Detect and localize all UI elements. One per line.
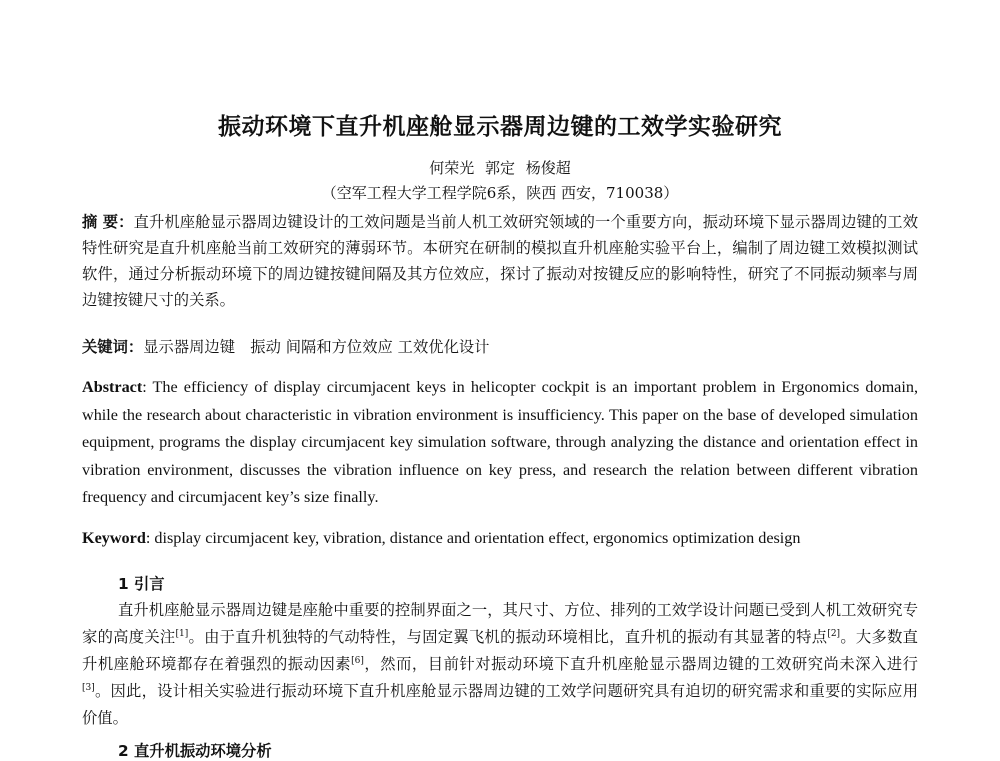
intro-text-part: 直升机座舱显示器周边键是座舱中重要的控制界面之一，其尺寸、方位、排列的工效学设计问题已受到人机工效研究专家的高度关注 [82,601,918,646]
affiliation: （空军工程大学工程学院6系，陕西 西安，710038） [321,184,679,202]
english-abstract-label: Abstract [82,378,143,396]
section-heading-vibration-analysis: 2 直升机振动环境分析 [118,742,272,760]
english-keywords-label: Keyword [82,529,146,547]
author-list: 何荣光 郭定 杨俊超 [429,159,571,177]
introduction-paragraph [82,597,918,732]
citation-ref: [6] [351,656,364,666]
intro-text-part: 。大多数直升机座舱环境都存在着强烈的振动因素 [82,628,918,673]
chinese-keywords-label: 关键词： [82,338,144,356]
english-abstract-text: : The efficiency of display circumjacent keys in helicopter cockpit is an important problem in Ergonomics domain, while the research about characteristic in vibration environment is insufficiency. This paper on the base of developed simulation equipment, programs the display circumjacent key simulation software, through analyzing the distance and orientation effect in vibration environment, discusses the vibration influence on key press, and research the relation between different vibration frequency and circumjacent key’s size finally. [82,378,918,506]
citation-ref: [1] [175,629,189,639]
chinese-abstract-text: 直升机座舱显示器周边键设计的工效问题是当前人机工效研究领域的一个重要方向，振动环境下显示器周边键的工效特性研究是直升机座舱当前工效研究的薄弱环节。本研究在研制的模拟直升机座舱实验平台上，编制了周边键工效模拟测试软件，通过分析振动环境下的周边键按键间隔及其方位效应，探讨了振动对按键反应的影响特性，研究了不同振动频率与周边键按键尺寸的关系。 [82,213,918,309]
intro-text-part: ，然而，目前针对振动环境下直升机座舱显示器周边键的工效研究尚未深入进行 [363,655,918,673]
citation-ref: [2] [827,629,841,639]
english-keywords-text: : display circumjacent key, vibration, distance and orientation effect, ergonomics optimization design [145,529,801,547]
chinese-abstract-label: 摘 要： [82,213,134,231]
chinese-keywords-text: 显示器周边键 振动 间隔和方位效应 工效优化设计 [143,338,490,356]
chinese-keywords [82,336,918,358]
english-abstract [82,374,918,512]
citation-ref: [3] [82,683,95,693]
english-keywords [82,527,918,549]
intro-text-part: 。因此，设计相关实验进行振动环境下直升机座舱显示器周边键的工效学问题研究具有迫切的研究需求和重要的实际应用价值。 [82,682,918,727]
paper-title: 振动环境下直升机座舱显示器周边键的工效学实验研究 [218,114,782,140]
chinese-abstract [82,209,918,313]
section-heading-introduction: 1 引言 [118,575,165,593]
intro-text-part: 。由于直升机独特的气动特性，与固定翼飞机的振动环境相比，直升机的振动有其显著的特点 [188,628,828,646]
